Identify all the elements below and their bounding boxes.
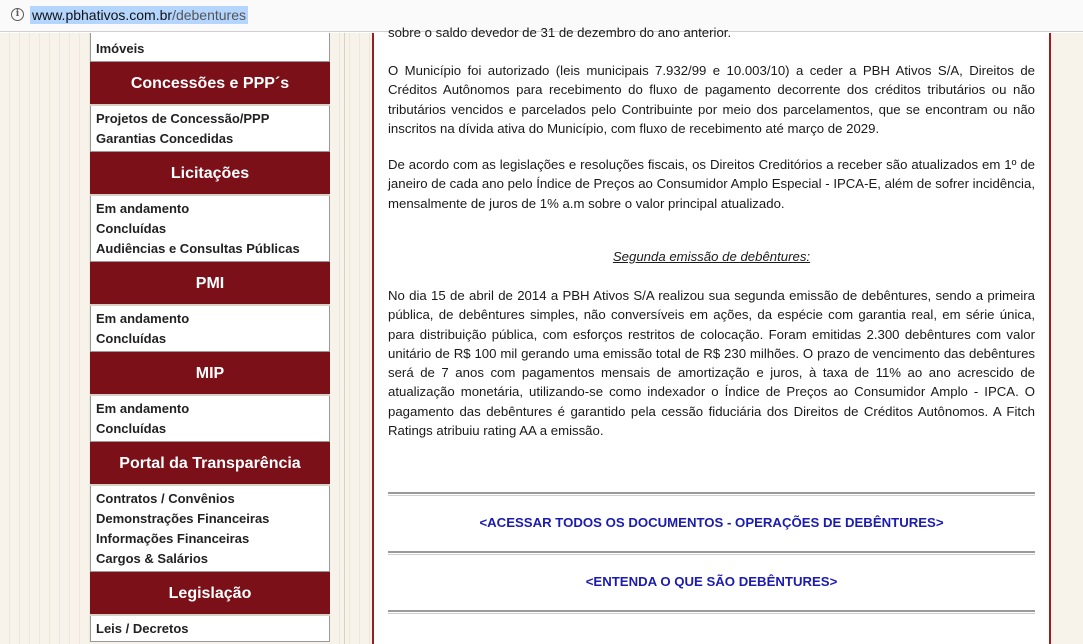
url-path: /debentures bbox=[172, 7, 247, 23]
sidebar-item-mip-concluidas[interactable]: Concluídas bbox=[96, 421, 167, 436]
sidebar-header-pmi[interactable]: PMI bbox=[90, 262, 330, 306]
sidebar-group-legislacao bbox=[90, 616, 330, 642]
sidebar-header-legislacao[interactable]: Legislação bbox=[90, 572, 330, 616]
sidebar-item-audiencias[interactable]: Audiências e Consultas Públicas bbox=[96, 241, 300, 256]
sidebar-group-transparencia bbox=[90, 486, 330, 572]
sidebar-item-demonstracoes[interactable]: Demonstrações Financeiras bbox=[96, 511, 270, 526]
sidebar-item-informacoes[interactable]: Informações Financeiras bbox=[96, 531, 250, 546]
paragraph-atualizacao: De acordo com as legislações e resoluções fiscais, os Direitos Creditórios a receber são atualizados em 1º de janeiro de cada ano pelo Índice de Preços ao Consumidor Amplo Especial - IPCA-E, além de sofrer incidência, mensalmente de juros de 1% a.m sobre o valor principal atualizado. bbox=[388, 157, 1035, 211]
sidebar-header-concessoes[interactable]: Concessões e PPP´s bbox=[90, 62, 330, 106]
sidebar-menu bbox=[90, 33, 330, 644]
middle-background bbox=[330, 33, 372, 644]
sidebar-item-pmi-concluidas[interactable]: Concluídas bbox=[96, 331, 167, 346]
sidebar-item-licitacoes-concluidas[interactable]: Concluídas bbox=[96, 221, 167, 236]
main-content bbox=[372, 25, 1051, 644]
sidebar-item-contratos[interactable]: Contratos / Convênios bbox=[96, 491, 235, 506]
sidebar-item-licitacoes-em-andamento[interactable]: Em andamento bbox=[96, 201, 190, 216]
sidebar-header-licitacoes[interactable]: Licitações bbox=[90, 152, 330, 196]
sidebar-header-mip[interactable]: MIP bbox=[90, 352, 330, 396]
paragraph-segunda-emissao: No dia 15 de abril de 2014 a PBH Ativos S/A realizou sua segunda emissão de debêntures, sendo a primeira pública, de debêntures simples, não conversíveis em ações, da espécie com garantia real, em série única, para distribuição pública, com esforços restritos de colocação. Foram emitidas 2.300 debêntures com valor unitário de R$ 100 mil gerando uma emissão total de R$ 230 milhões. O prazo de vencimento das debêntures será de 7 anos com pagamentos mensais de amortização e juros, à taxa de 11% ao ano acrescido de atualização monetária, utilizando-se como indexador o Índice de Preços ao Consumidor Amplo - IPCA. O pagamento das debêntures é garantido pela cessão fiduciária dos Direitos de Créditos Autônomos. A Fitch Ratings atribuiu rating AA a emissão. bbox=[388, 288, 1035, 439]
link-entenda-debentures[interactable]: <ENTENDA O QUE SÃO DEBÊNTURES> bbox=[585, 574, 838, 589]
sidebar-item-projetos-concessao[interactable]: Projetos de Concessão/PPP bbox=[96, 111, 270, 126]
section-title-segunda-emissao: Segunda emissão de debêntures: bbox=[612, 249, 811, 264]
sidebar-item-leis-decretos[interactable]: Leis / Decretos bbox=[96, 621, 189, 636]
sidebar-item-garantias-concedidas[interactable]: Garantias Concedidas bbox=[96, 131, 234, 146]
sidebar-group-pmi bbox=[90, 306, 330, 352]
vertical-divider bbox=[344, 33, 345, 644]
link-acessar-documentos[interactable]: <ACESSAR TODOS OS DOCUMENTOS - OPERAÇÕES DE DEBÊNTURES> bbox=[479, 515, 944, 530]
separator-2 bbox=[388, 551, 1035, 555]
separator-1 bbox=[388, 492, 1035, 496]
sidebar-group-licitacoes bbox=[90, 196, 330, 262]
page-body bbox=[0, 25, 1083, 644]
url-field[interactable] bbox=[30, 6, 248, 24]
sidebar-item-imoveis[interactable]: Imóveis bbox=[96, 41, 145, 56]
sidebar-item-mip-em-andamento[interactable]: Em andamento bbox=[96, 401, 190, 416]
info-circle-icon[interactable]: i bbox=[11, 8, 24, 21]
cut-off-text: sobre o saldo devedor de 31 de dezembro do ano anterior. bbox=[388, 25, 732, 40]
url-host: www.pbhativos.com.br bbox=[32, 7, 173, 23]
left-background bbox=[0, 33, 90, 644]
sidebar-header-transparencia[interactable]: Portal da Transparência bbox=[90, 442, 330, 486]
sidebar-group-mip bbox=[90, 396, 330, 442]
right-background bbox=[1051, 33, 1083, 644]
sidebar-item-pmi-em-andamento[interactable]: Em andamento bbox=[96, 311, 190, 326]
sidebar-item-cargos[interactable]: Cargos & Salários bbox=[96, 551, 208, 566]
sidebar-top-group bbox=[90, 33, 330, 62]
paragraph-cessao: O Município foi autorizado (leis municipais 7.932/99 e 10.003/10) a ceder a PBH Ativos S/A, Direitos de Créditos Autônomos para recebimento do fluxo de pagamento decorrente dos créditos tributários ou não tributários vencidos e parcelados pelo Contribuinte por meio dos parcelamentos, que se encontram ou não inscritos na dívida ativa do Município, com fluxo de recebimento até março de 2029. bbox=[388, 63, 1035, 136]
sidebar-group-concessoes bbox=[90, 106, 330, 152]
separator-3 bbox=[388, 610, 1035, 614]
